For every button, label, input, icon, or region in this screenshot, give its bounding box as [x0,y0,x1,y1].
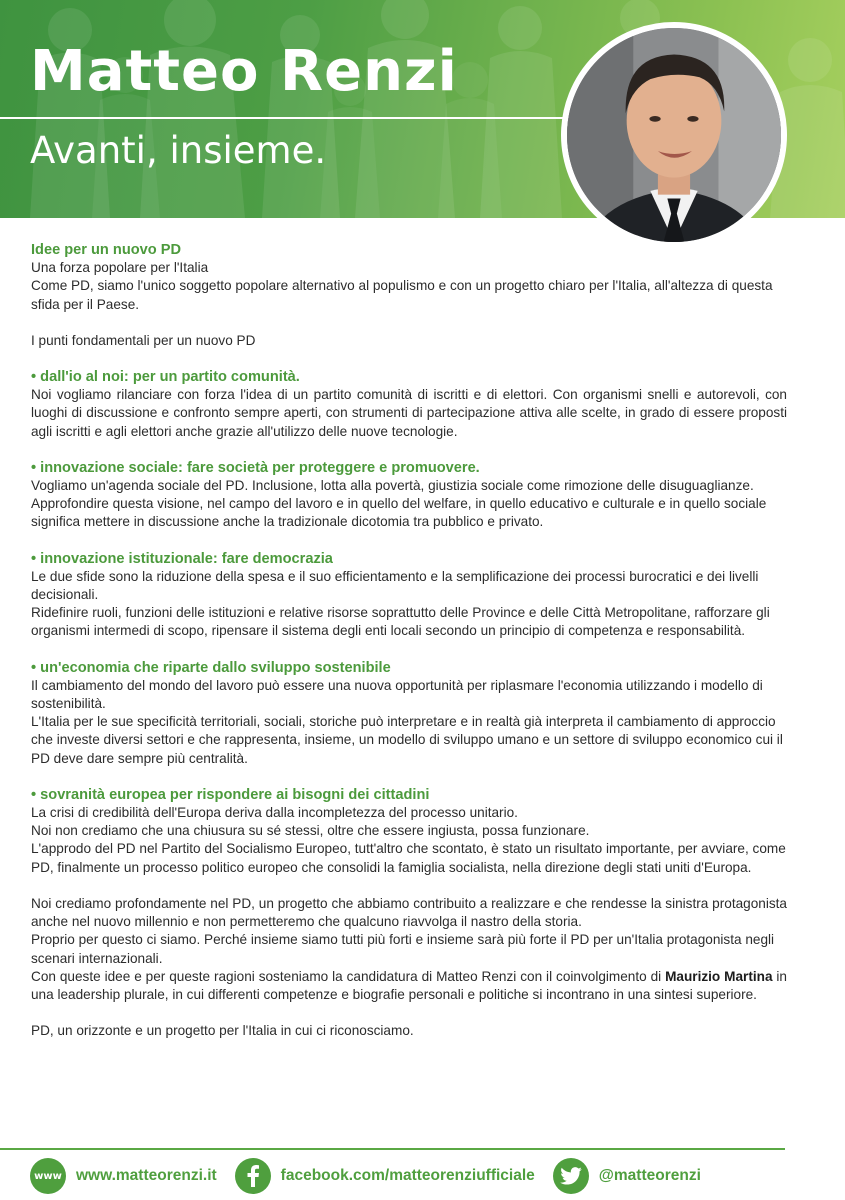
section-paragraph: Ridefinire ruoli, funzioni delle istituzioni e relative risorse soprattutto delle Province e delle Città Metropolitane, rafforzare gli organismi intermedi di scopo, ripensare il sistema degli enti locali secondo un principio di competenza e responsabilità. [31,605,770,639]
section-paragraph: Noi non crediamo che una chiusura su sé stessi, oltre che essere ingiusta, possa funzionare. [31,823,590,839]
section-paragraph: Le due sfide sono la riduzione della spesa e il suo efficientamento e la semplificazione dei processi burocratici e dei livelli decisionali. [31,568,759,603]
twitter-link[interactable]: @matteorenzi [598,1167,701,1184]
section-heading: • sovranità europea per rispondere ai bisogni dei cittadini [31,786,430,803]
facebook-glyph [245,1165,261,1187]
footer-divider [0,1148,785,1150]
twitter-icon [553,1158,589,1194]
section-paragraph: L'Italia per le sue specificità territoriali, sociali, storiche può interpretare e in realtà già interpreta il cambiamento di approccio che investe diversi settori e che rappresenta, insieme, un modello di sviluppo umano e un settore di sviluppo economico cui il PD deve dare sempre più centralità. [31,714,783,766]
document-body [31,241,787,1040]
website-link[interactable]: www.matteorenzi.it [76,1167,217,1184]
section-paragraph: Il cambiamento del mondo del lavoro può essere una nuova opportunità per riplasmare l'economia utilizzando i modello di sostenibilità. [31,677,763,712]
intro-line: Una forza popolare per l'Italia [31,260,209,276]
section-paragraph: L'approdo del PD nel Partito del Socialismo Europeo, tutt'altro che scontato, è stato un risultato importante, per avviare, come PD, finalmente un processo politico europeo che consolidi la famiglia socialista, nella direzione degli stati uniti d'Europa. [31,841,786,875]
section-heading: • un'economia che riparte dallo sviluppo sostenibile [31,659,391,676]
title-divider [0,117,570,119]
section-heading: • dall'io al noi: per un partito comunità. [31,369,300,386]
section-heading: • innovazione sociale: fare società per proteggere e promuovere. [31,459,480,476]
section-paragraph: Vogliamo un'agenda sociale del PD. Inclusione, lotta alla povertà, giustizia sociale come rimozione delle disuguaglianze. [31,478,754,494]
closing-paragraph: Noi crediamo profondamente nel PD, un progetto che abbiamo contribuito a realizzare e che rendesse la sinistra protagonista anche nel nuovo millennio e non permetteremo che qualcuno riavvolga il nastro della storia. [31,895,787,930]
www-icon-text: www [34,1170,62,1182]
section-paragraph: La crisi di credibilità dell'Europa deriva dalla incompletezza del processo unitario. [31,805,518,821]
endorsement-name: Maurizio Martina [665,968,773,984]
closing-tagline: PD, un orizzonte e un progetto per l'Italia in cui ci riconosciamo. [31,1023,414,1039]
facebook-link[interactable]: facebook.com/matteorenziufficiale [280,1167,535,1184]
page-subtitle: Avanti, insieme. [30,129,327,172]
section-paragraph: Noi vogliamo rilanciare con forza l'idea di un partito comunità di iscritti e di elettori. Con organismi snelli e autorevoli, con luoghi di discussione e confronto sempre aperti, con strumenti di partecipazione attiva alle scelte, in grado di essere proposti agli iscritti e agli elettori anche grazie all'utilizzo delle nuove tecnologie. [31,387,787,439]
candidate-portrait [561,22,787,248]
page-title: Matteo Renzi [30,39,458,104]
endorsement-text-after: in una leadership plurale, in cui differenti competenze e biografie personali e politiche si incontrano in una sintesi superiore. [31,968,787,1002]
section-heading: • innovazione istituzionale: fare democrazia [31,550,333,567]
globe-icon [30,1158,66,1194]
footer-contacts [30,1156,719,1196]
intro-paragraph: Come PD, siamo l'unico soggetto popolare alternativo al populismo e con un progetto chiaro per l'Italia, all'altezza di questa sfida per il Paese. [31,278,773,312]
portrait-illustration [567,28,781,242]
endorsement-text-before: Con queste idee e per queste ragioni sosteniamo la candidatura di Matteo Renzi con il coinvolgimento di [31,968,666,984]
intro-heading: Idee per un nuovo PD [31,242,182,258]
closing-endorsement [31,968,787,1004]
facebook-icon [235,1158,271,1194]
twitter-bird-glyph [560,1167,582,1185]
points-intro: I punti fondamentali per un nuovo PD [31,332,256,348]
section-paragraph: Approfondire questa visione, nel campo del lavoro e in quello del welfare, in quello educativo e culturale e in quello sociale significa mettere in discussione anche la tradizionale dicotomia tra pubblico e privato. [31,496,767,530]
closing-paragraph: Proprio per questo ci siamo. Perché insieme siamo tutti più forti e insieme sarà più forte il PD per un'Italia protagonista negli scenari internazionali. [31,932,775,966]
